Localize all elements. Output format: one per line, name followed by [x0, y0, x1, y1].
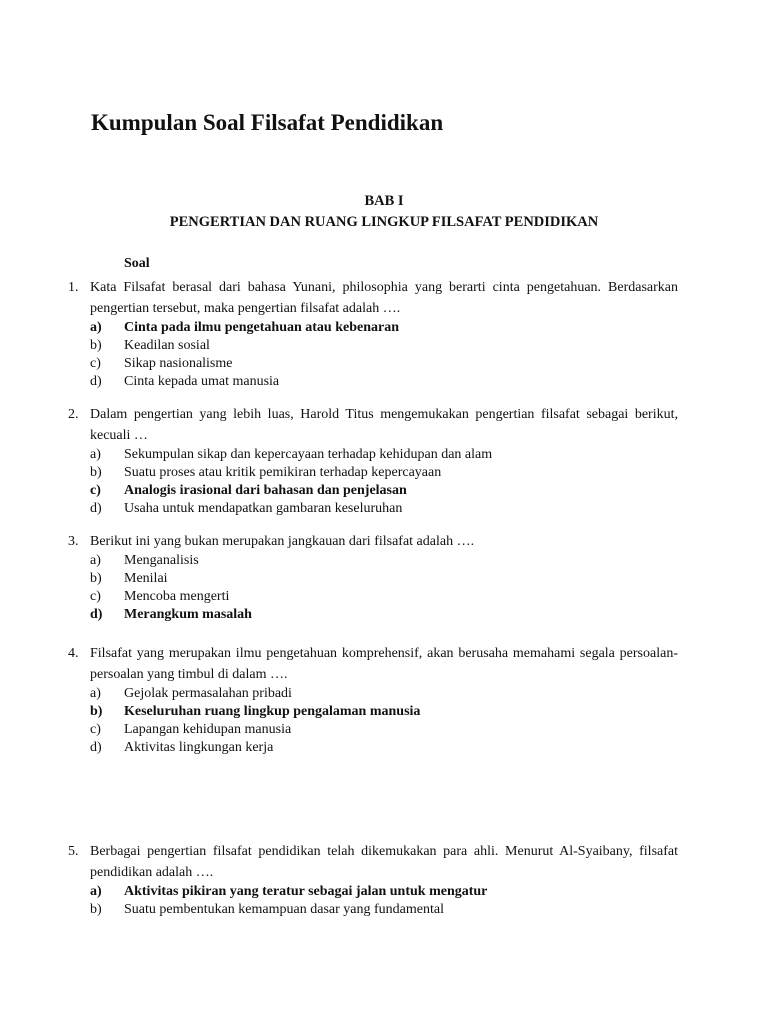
question-stem [68, 531, 678, 552]
option-letter: c) [90, 589, 101, 604]
option-c [90, 355, 678, 373]
question-2 [68, 404, 678, 518]
option-a [90, 883, 678, 901]
option-text: Cinta pada ilmu pengetahuan atau kebenaran [124, 320, 400, 335]
option-letter: d) [90, 740, 102, 755]
option-letter: d) [90, 374, 102, 389]
option-list [68, 319, 678, 391]
option-a [90, 319, 678, 337]
option-text: Cinta kepada umat manusia [124, 374, 280, 389]
option-text: Keadilan sosial [124, 338, 210, 353]
option-letter: c) [90, 483, 101, 498]
option-text: Gejolak permasalahan pribadi [124, 686, 292, 701]
option-letter: a) [90, 320, 102, 335]
option-b [90, 570, 678, 588]
option-d [90, 373, 678, 391]
question-text: Filsafat yang merupakan ilmu pengetahuan komprehensif, akan berusaha memahami segala persoalan-persoalan yang timbul di dalam …. [90, 646, 678, 682]
question-text: Berikut ini yang bukan merupakan jangkauan dari filsafat adalah …. [90, 534, 475, 549]
option-letter: c) [90, 722, 101, 737]
option-b [90, 703, 678, 721]
question-stem [68, 643, 678, 685]
question-text: Dalam pengertian yang lebih luas, Harold Titus mengemukakan pengertian filsafat sebagai berikut, kecuali … [90, 407, 678, 443]
option-text: Sekumpulan sikap dan kepercayaan terhadap kehidupan dan alam [124, 447, 493, 462]
question-3 [68, 531, 678, 624]
question-5 [68, 841, 678, 919]
option-text: Analogis irasional dari bahasan dan penjelasan [124, 483, 407, 498]
chapter-number: BAB I [364, 193, 404, 209]
option-list [68, 883, 678, 919]
option-a [90, 685, 678, 703]
option-d [90, 606, 678, 624]
option-letter: b) [90, 465, 102, 480]
option-letter: b) [90, 704, 103, 719]
option-letter: a) [90, 553, 101, 568]
document-title: Kumpulan Soal Filsafat Pendidikan [91, 110, 444, 135]
option-letter: c) [90, 356, 101, 371]
section-label: Soal [124, 256, 150, 271]
question-1 [68, 277, 678, 391]
question-number: 5. [68, 844, 79, 859]
option-c [90, 588, 678, 606]
option-b [90, 337, 678, 355]
option-c [90, 482, 678, 500]
option-letter: a) [90, 447, 101, 462]
option-letter: a) [90, 686, 101, 701]
option-d [90, 739, 678, 757]
option-text: Keseluruhan ruang lingkup pengalaman manusia [124, 704, 421, 719]
chapter-title: PENGERTIAN DAN RUANG LINGKUP FILSAFAT PENDIDIKAN [169, 214, 599, 230]
option-b [90, 901, 678, 919]
question-text: Kata Filsafat berasal dari bahasa Yunani, philosophia yang berarti cinta pengetahuan. Berdasarkan pengertian tersebut, maka pengertian filsafat adalah …. [90, 280, 678, 316]
option-letter: d) [90, 607, 103, 622]
option-list [68, 685, 678, 757]
option-list [68, 552, 678, 624]
question-number: 1. [68, 280, 79, 295]
question-number: 2. [68, 407, 79, 422]
option-a [90, 552, 678, 570]
option-c [90, 721, 678, 739]
option-text: Merangkum masalah [124, 607, 252, 622]
question-stem [68, 841, 678, 883]
option-text: Aktivitas pikiran yang teratur sebagai jalan untuk mengatur [124, 884, 488, 899]
question-stem [68, 277, 678, 319]
option-text: Menilai [124, 571, 168, 586]
option-d [90, 500, 678, 518]
option-text: Suatu proses atau kritik pemikiran terhadap kepercayaan [124, 465, 442, 480]
option-b [90, 464, 678, 482]
option-letter: b) [90, 338, 102, 353]
option-text: Aktivitas lingkungan kerja [124, 740, 274, 755]
option-text: Mencoba mengerti [124, 589, 230, 604]
option-letter: a) [90, 884, 102, 899]
question-number: 3. [68, 534, 79, 549]
option-letter: d) [90, 501, 102, 516]
option-text: Menganalisis [124, 553, 199, 568]
option-list [68, 446, 678, 518]
option-text: Usaha untuk mendapatkan gambaran keseluruhan [124, 501, 403, 516]
option-text: Suatu pembentukan kemampuan dasar yang fundamental [124, 902, 444, 917]
option-text: Sikap nasionalisme [124, 356, 233, 371]
question-stem [68, 404, 678, 446]
question-number: 4. [68, 646, 79, 661]
question-4 [68, 643, 678, 757]
question-text: Berbagai pengertian filsafat pendidikan telah dikemukakan para ahli. Menurut Al-Syaibany, filsafat pendidikan adalah …. [90, 844, 678, 880]
option-a [90, 446, 678, 464]
option-text: Lapangan kehidupan manusia [124, 722, 292, 737]
option-letter: b) [90, 902, 102, 917]
option-letter: b) [90, 571, 102, 586]
